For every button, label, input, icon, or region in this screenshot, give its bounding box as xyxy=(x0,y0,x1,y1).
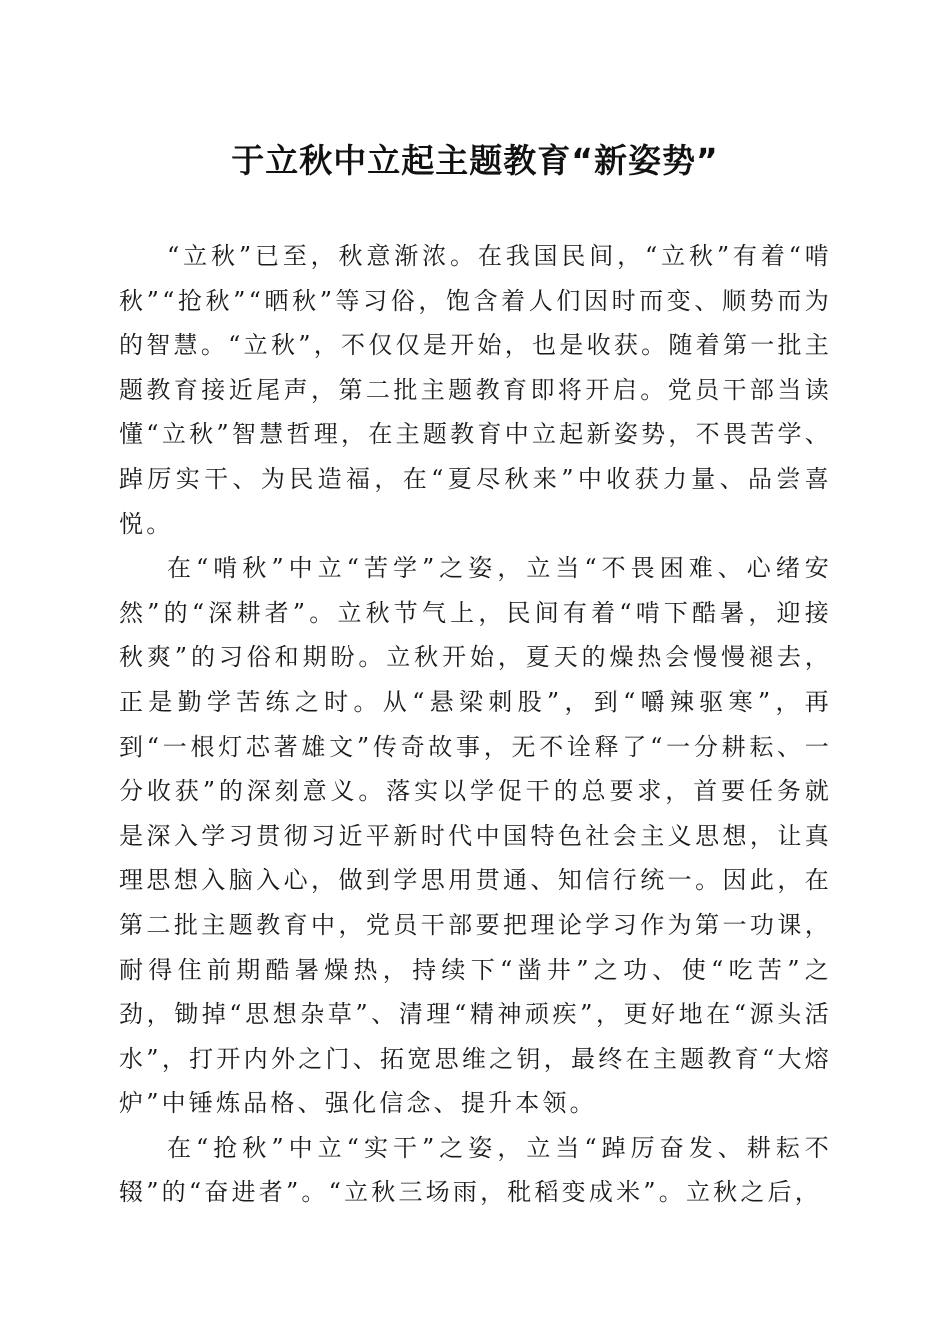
paragraph-2: 在“啃秋”中立“苦学”之姿，立当“不畏困难、心绪安然”的“深耕者”。立秋节气上，民间有着“啃下酷暑，迎接秋爽”的习俗和期盼。立秋开始，夏天的燥热会慢慢褪去，正是勤学苦练之时。从“悬梁刺股”，到“嚼辣驱寒”，再到“一根灯芯著雄文”传奇故事，无不诠释了“一分耕耘、一分收获”的深刻意义。落实以学促干的总要求，首要任务就是深入学习贯彻习近平新时代中国特色社会主义思想，让真理思想入脑入心，做到学思用贯通、知信行统一。因此，在第二批主题教育中，党员干部要把理论学习作为第一功课，耐得住前期酷暑燥热，持续下“凿井”之功、使“吃苦”之劲，锄掉“思想杂草”、清理“精神顽疾”，更好地在“源头活水”，打开内外之门、拓宽思维之钥，最终在主题教育“大熔炉”中锤炼品格、强化信念、提升本领。 xyxy=(119,554,832,1118)
paragraph-3: 在“抢秋”中立“实干”之姿，立当“踔厉奋发、耕耘不辍”的“奋进者”。“立秋三场雨，秕稻变成米”。立秋之后， xyxy=(119,1133,832,1207)
document-title: 于立秋中立起主题教育“新姿势” xyxy=(231,141,719,180)
paragraph-1: “立秋”已至，秋意渐浓。在我国民间，“立秋”有着“啃秋”“抢秋”“晒秋”等习俗，饱含着人们因时而变、顺势而为的智慧。“立秋”，不仅仅是开始，也是收获。随着第一批主题教育接近尾声，第二批主题教育即将开启。党员干部当读懂“立秋”智慧哲理，在主题教育中立起新姿势，不畏苦学、踔厉实干、为民造福，在“夏尽秋来”中收获力量、品尝喜悦。 xyxy=(119,242,832,538)
document-body xyxy=(119,234,832,1215)
